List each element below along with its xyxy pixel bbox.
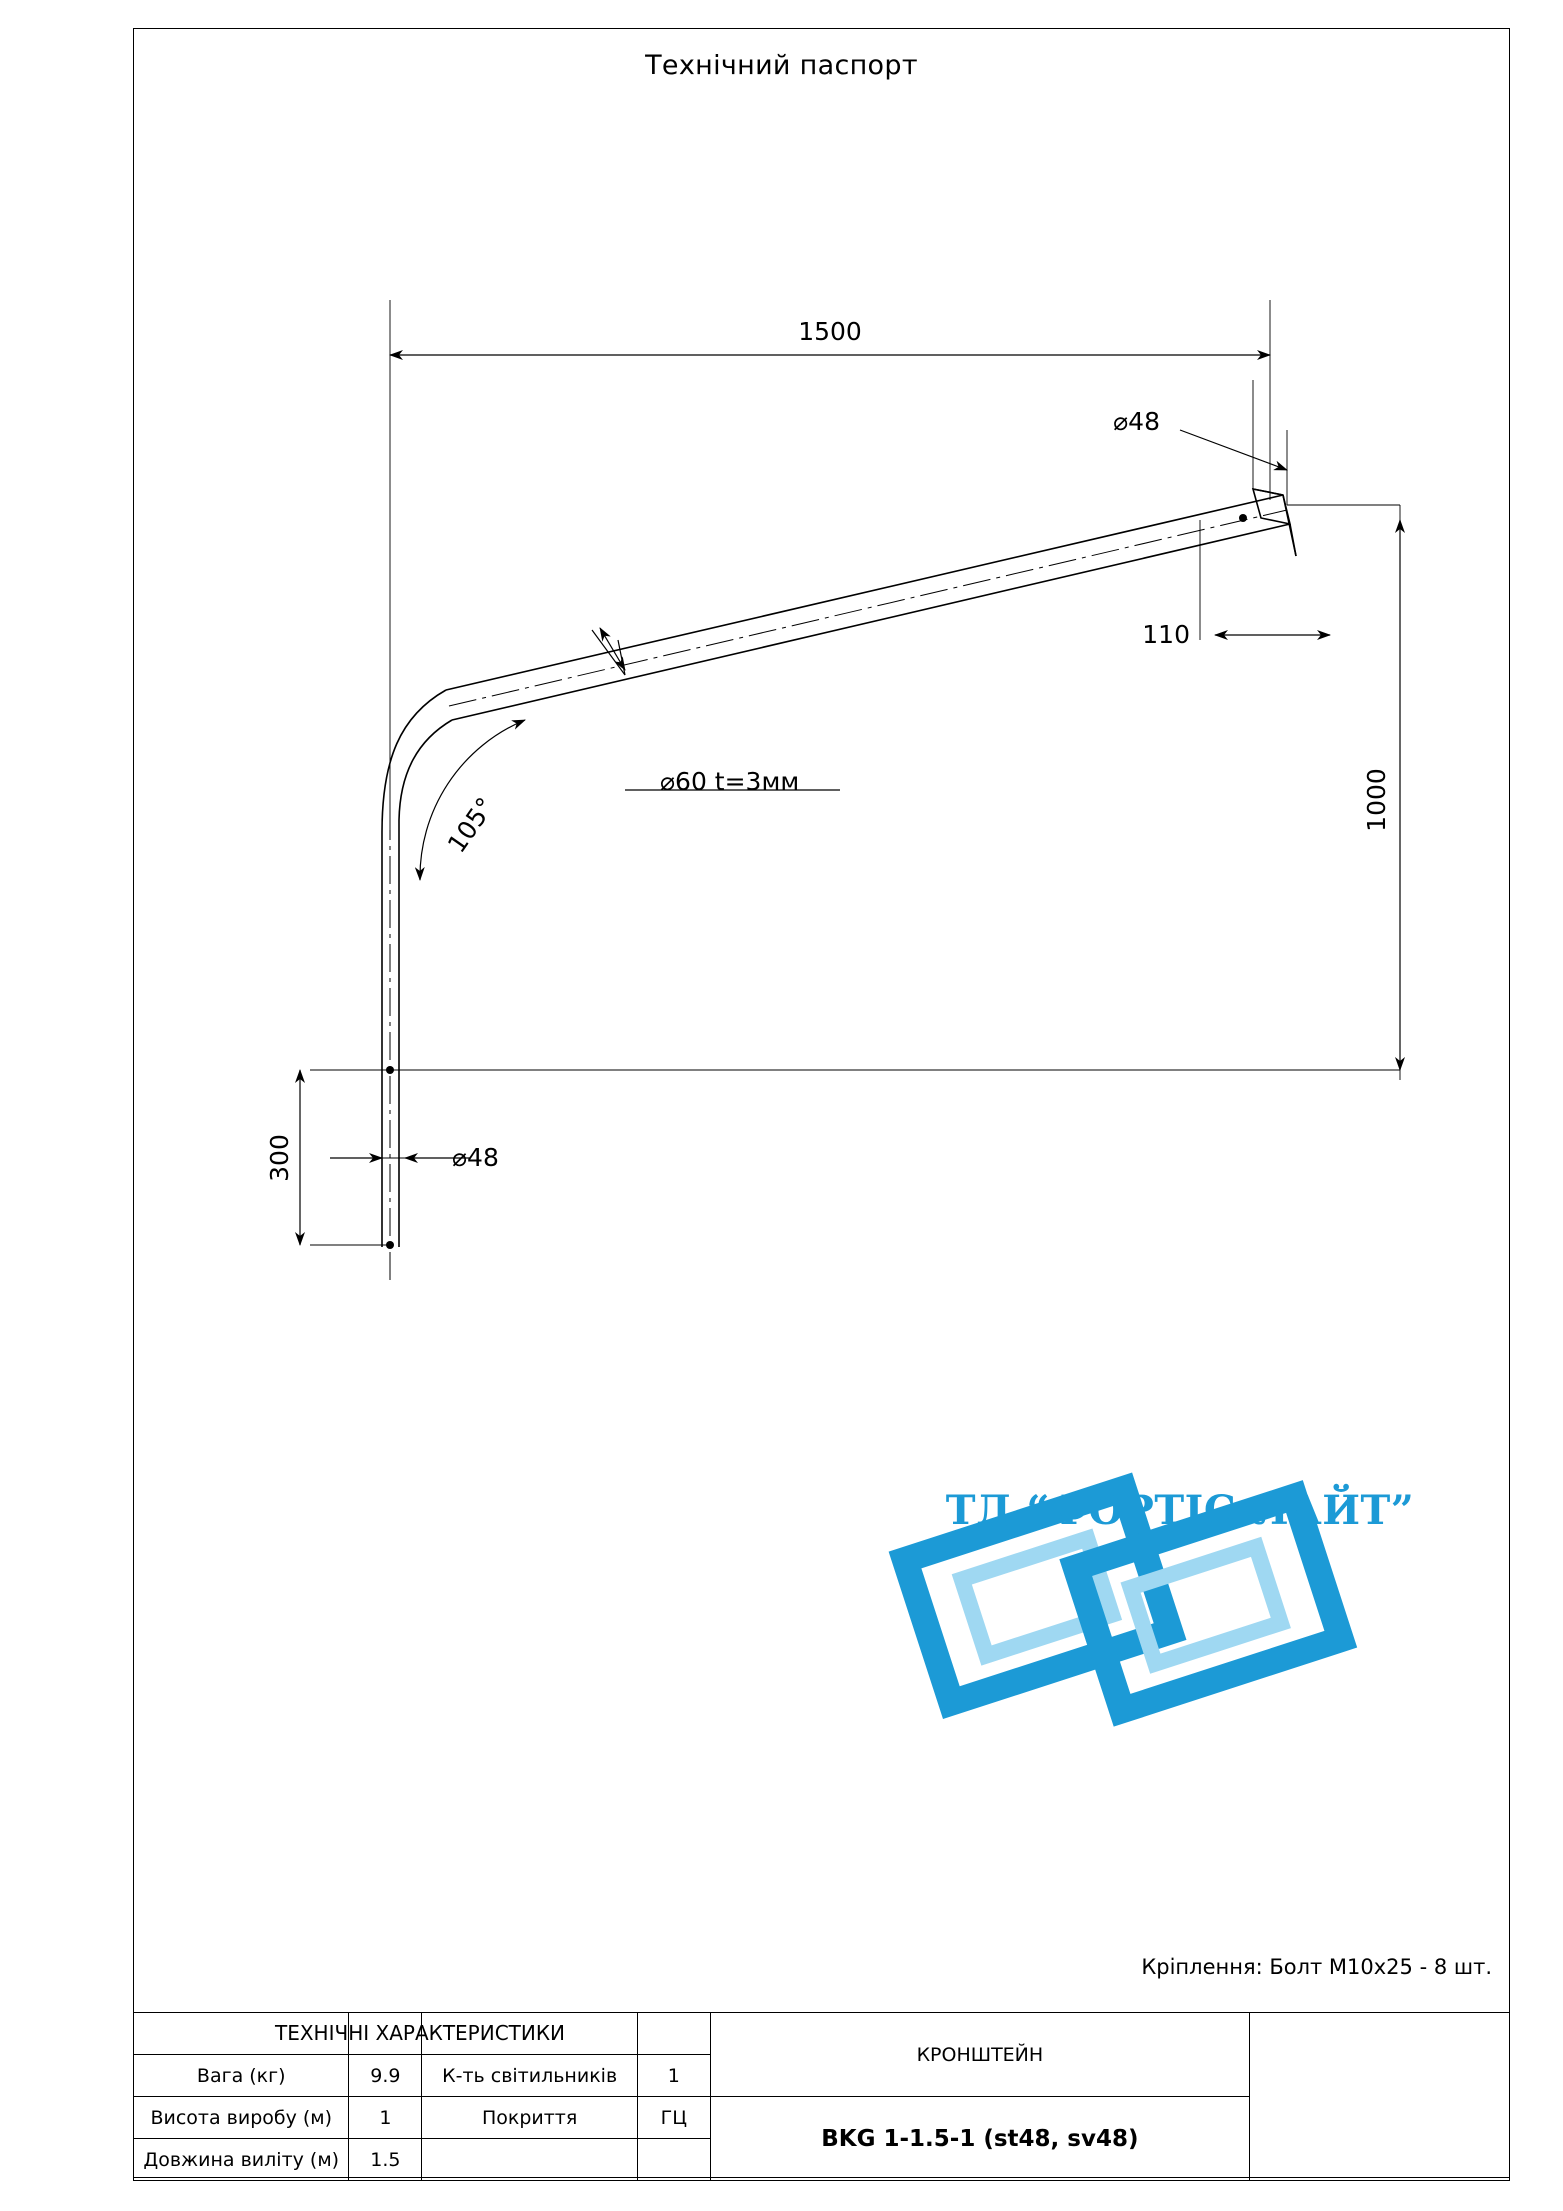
spec-row-3-value-1: 1.5 bbox=[349, 2139, 422, 2181]
spec-row-1-value-2: 1 bbox=[637, 2055, 710, 2097]
spec-row-1-label-1: Вага (кг) bbox=[134, 2055, 349, 2097]
spec-row-3-label-2 bbox=[422, 2139, 638, 2181]
spec-row-2-label-2: Покриття bbox=[422, 2097, 638, 2139]
product-model: BKG 1-1.5-1 (st48, sv48) bbox=[710, 2097, 1249, 2181]
spec-row-2-value-2: ГЦ bbox=[637, 2097, 710, 2139]
dim-diameter-base: ⌀48 bbox=[452, 1143, 499, 1172]
dim-height-right: 1000 bbox=[1362, 768, 1391, 832]
spec-row-2-label-1: Висота виробу (м) bbox=[134, 2097, 349, 2139]
spec-row-2-value-1: 1 bbox=[349, 2097, 422, 2139]
dim-pipe-spec: ⌀60 t=3мм bbox=[660, 767, 800, 796]
spec-row-1-value-1: 9.9 bbox=[349, 2055, 422, 2097]
stamp-blank bbox=[1250, 2013, 1510, 2181]
page-title: Технічний паспорт bbox=[645, 50, 918, 81]
spec-table-header: ТЕХНІЧНІ ХАРАКТЕРИСТИКИ bbox=[275, 2020, 565, 2045]
spec-row-3-label-1: Довжина вилiту (м) bbox=[134, 2139, 349, 2181]
dim-base-height: 300 bbox=[265, 1134, 294, 1182]
dim-diameter-top: ⌀48 bbox=[1113, 407, 1160, 436]
spec-row-3-value-2 bbox=[637, 2139, 710, 2181]
brand-name: ТД “ФОРТІС-ЛАЙТ” bbox=[945, 1487, 1415, 1534]
dim-length-top: 1500 bbox=[798, 317, 862, 346]
spec-row-1-label-2: К-ть світильників bbox=[422, 2055, 638, 2097]
mounting-note: Кріплення: Болт М10х25 - 8 шт. bbox=[1141, 1955, 1492, 1979]
dim-angle: 105° bbox=[441, 792, 501, 859]
dim-offset-110: 110 bbox=[1142, 620, 1190, 649]
product-type: КРОНШТЕЙН bbox=[710, 2013, 1249, 2097]
